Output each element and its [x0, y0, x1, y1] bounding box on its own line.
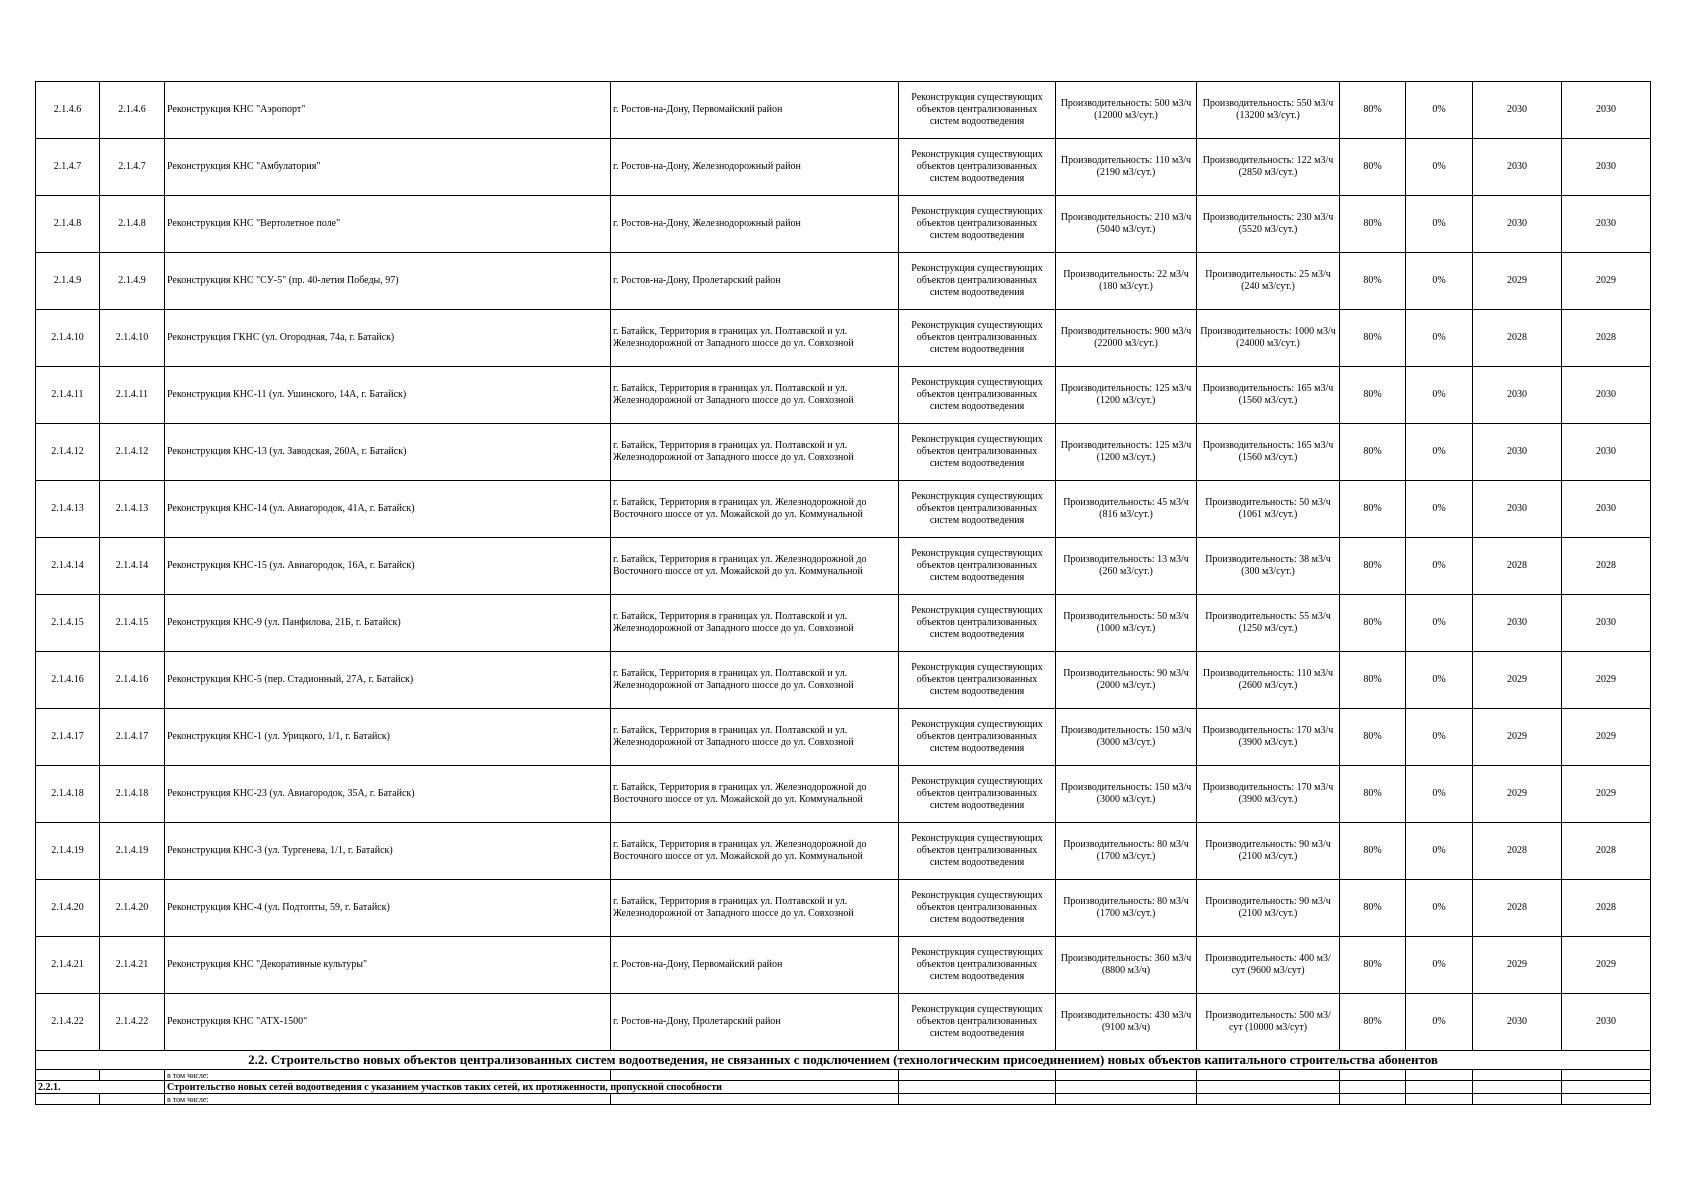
row-code-cell: 2.1.4.19	[100, 823, 165, 880]
wear-after-cell: 0%	[1406, 424, 1473, 481]
row-code-cell: 2.1.4.10	[100, 310, 165, 367]
capacity-after-cell: Производительность: 1000 м3/ч (24000 м3/сут.)	[1197, 310, 1340, 367]
start-year-cell: 2029	[1473, 766, 1562, 823]
wear-after-cell: 0%	[1406, 766, 1473, 823]
object-name-cell: Реконструкция ГКНС (ул. Огородная, 74а, г. Батайск)	[165, 310, 611, 367]
start-year-cell: 2030	[1473, 481, 1562, 538]
table-row	[36, 937, 1651, 994]
capacity-after-cell: Производительность: 165 м3/ч (1560 м3/сут.)	[1197, 367, 1340, 424]
capacity-after-cell: Производительность: 90 м3/ч (2100 м3/сут.)	[1197, 823, 1340, 880]
capacity-before-cell: Производительность: 360 м3/ч (8800 м3/ч)	[1056, 937, 1197, 994]
table-row	[36, 367, 1651, 424]
row-code-cell: 2.1.4.22	[100, 994, 165, 1051]
table-row	[36, 766, 1651, 823]
table-row	[36, 652, 1651, 709]
row-number-cell: 2.1.4.9	[36, 253, 100, 310]
end-year-cell: 2028	[1562, 310, 1651, 367]
table-row	[36, 253, 1651, 310]
row-code-cell: 2.1.4.15	[100, 595, 165, 652]
work-type-cell: Реконструкция существующих объектов централизованных систем водоотведения	[899, 652, 1056, 709]
table-row	[36, 823, 1651, 880]
start-year-cell: 2028	[1473, 538, 1562, 595]
end-year-cell: 2028	[1562, 538, 1651, 595]
work-type-cell: Реконструкция существующих объектов централизованных систем водоотведения	[899, 823, 1056, 880]
capacity-after-cell: Производительность: 55 м3/ч (1250 м3/сут.)	[1197, 595, 1340, 652]
work-type-cell: Реконструкция существующих объектов централизованных систем водоотведения	[899, 139, 1056, 196]
capacity-after-cell: Производительность: 38 м3/ч (300 м3/сут.)	[1197, 538, 1340, 595]
subsection-title: Строительство новых сетей водоотведения с указанием участков таких сетей, их протяженности, пропускной способности	[165, 1081, 899, 1094]
row-code-cell: 2.1.4.13	[100, 481, 165, 538]
work-type-cell: Реконструкция существующих объектов централизованных систем водоотведения	[899, 880, 1056, 937]
wear-before-cell: 80%	[1340, 937, 1406, 994]
table-row	[36, 310, 1651, 367]
capacity-before-cell: Производительность: 80 м3/ч (1700 м3/сут.)	[1056, 880, 1197, 937]
section-title: 2.2. Строительство новых объектов централизованных систем водоотведения, не связанных с подключением (технологическим присоединением) новых объектов капитального строительства абонентов	[36, 1051, 1651, 1070]
object-name-cell: Реконструкция КНС-15 (ул. Авиагородок, 16А, г. Батайск)	[165, 538, 611, 595]
table-row	[36, 595, 1651, 652]
capacity-before-cell: Производительность: 150 м3/ч (3000 м3/сут.)	[1056, 766, 1197, 823]
capacity-before-cell: Производительность: 430 м3/ч (9100 м3/ч)	[1056, 994, 1197, 1051]
location-cell: г. Батайск, Территория в границах ул. Полтавской и ул. Железнодорожной от Западного шоссе до ул. Совхозной	[611, 424, 899, 481]
wear-before-cell: 80%	[1340, 367, 1406, 424]
row-code-cell: 2.1.4.6	[100, 82, 165, 139]
wear-after-cell: 0%	[1406, 937, 1473, 994]
wear-after-cell: 0%	[1406, 481, 1473, 538]
capacity-after-cell: Производительность: 90 м3/ч (2100 м3/сут.)	[1197, 880, 1340, 937]
end-year-cell: 2028	[1562, 823, 1651, 880]
table-row	[36, 196, 1651, 253]
table-row	[36, 82, 1651, 139]
object-name-cell: Реконструкция КНС-3 (ул. Тургенева, 1/1, г. Батайск)	[165, 823, 611, 880]
wear-after-cell: 0%	[1406, 595, 1473, 652]
wear-before-cell: 80%	[1340, 139, 1406, 196]
work-type-cell: Реконструкция существующих объектов централизованных систем водоотведения	[899, 253, 1056, 310]
capacity-before-cell: Производительность: 22 м3/ч (180 м3/сут.)	[1056, 253, 1197, 310]
object-name-cell: Реконструкция КНС "Декоративные культуры"	[165, 937, 611, 994]
wear-before-cell: 80%	[1340, 994, 1406, 1051]
wear-after-cell: 0%	[1406, 253, 1473, 310]
wear-before-cell: 80%	[1340, 253, 1406, 310]
object-name-cell: Реконструкция КНС-23 (ул. Авиагородок, 35А, г. Батайск)	[165, 766, 611, 823]
row-number-cell: 2.1.4.10	[36, 310, 100, 367]
end-year-cell: 2029	[1562, 937, 1651, 994]
capacity-before-cell: Производительность: 500 м3/ч (12000 м3/сут.)	[1056, 82, 1197, 139]
work-type-cell: Реконструкция существующих объектов централизованных систем водоотведения	[899, 595, 1056, 652]
object-name-cell: Реконструкция КНС-5 (пер. Стадионный, 27А, г. Батайск)	[165, 652, 611, 709]
object-name-cell: Реконструкция КНС-1 (ул. Урицкого, 1/1, г. Батайск)	[165, 709, 611, 766]
work-type-cell: Реконструкция существующих объектов централизованных систем водоотведения	[899, 367, 1056, 424]
work-type-cell: Реконструкция существующих объектов централизованных систем водоотведения	[899, 709, 1056, 766]
row-code-cell: 2.1.4.7	[100, 139, 165, 196]
location-cell: г. Ростов-на-Дону, Железнодорожный район	[611, 196, 899, 253]
location-cell: г. Ростов-на-Дону, Первомайский район	[611, 937, 899, 994]
end-year-cell: 2029	[1562, 253, 1651, 310]
object-name-cell: Реконструкция КНС-11 (ул. Ушинского, 14А, г. Батайск)	[165, 367, 611, 424]
start-year-cell: 2030	[1473, 82, 1562, 139]
subsection-number: 2.2.1.	[36, 1081, 165, 1094]
table-row	[36, 880, 1651, 937]
capacity-before-cell: Производительность: 125 м3/ч (1200 м3/сут.)	[1056, 424, 1197, 481]
capacity-after-cell: Производительность: 170 м3/ч (3900 м3/сут.)	[1197, 709, 1340, 766]
row-code-cell: 2.1.4.17	[100, 709, 165, 766]
work-type-cell: Реконструкция существующих объектов централизованных систем водоотведения	[899, 994, 1056, 1051]
start-year-cell: 2029	[1473, 652, 1562, 709]
end-year-cell: 2030	[1562, 196, 1651, 253]
row-number-cell: 2.1.4.22	[36, 994, 100, 1051]
capacity-before-cell: Производительность: 210 м3/ч (5040 м3/сут.)	[1056, 196, 1197, 253]
wear-after-cell: 0%	[1406, 880, 1473, 937]
end-year-cell: 2030	[1562, 139, 1651, 196]
start-year-cell: 2029	[1473, 709, 1562, 766]
end-year-cell: 2030	[1562, 481, 1651, 538]
work-type-cell: Реконструкция существующих объектов централизованных систем водоотведения	[899, 766, 1056, 823]
wear-after-cell: 0%	[1406, 139, 1473, 196]
end-year-cell: 2029	[1562, 766, 1651, 823]
wear-after-cell: 0%	[1406, 994, 1473, 1051]
row-code-cell: 2.1.4.8	[100, 196, 165, 253]
in-total-label: в том числе:	[165, 1070, 611, 1081]
location-cell: г. Батайск, Территория в границах ул. Полтавской и ул. Железнодорожной от Западного шоссе до ул. Совхозной	[611, 652, 899, 709]
capacity-after-cell: Производительность: 50 м3/ч (1061 м3/сут.)	[1197, 481, 1340, 538]
row-code-cell: 2.1.4.14	[100, 538, 165, 595]
row-code-cell: 2.1.4.11	[100, 367, 165, 424]
start-year-cell: 2029	[1473, 253, 1562, 310]
start-year-cell: 2030	[1473, 367, 1562, 424]
wear-before-cell: 80%	[1340, 652, 1406, 709]
end-year-cell: 2028	[1562, 880, 1651, 937]
wear-before-cell: 80%	[1340, 82, 1406, 139]
wear-after-cell: 0%	[1406, 823, 1473, 880]
location-cell: г. Ростов-на-Дону, Пролетарский район	[611, 253, 899, 310]
wear-before-cell: 80%	[1340, 481, 1406, 538]
location-cell: г. Батайск, Территория в границах ул. Железнодорожной до Восточного шоссе от ул. Можайской до ул. Коммунальной	[611, 766, 899, 823]
capacity-after-cell: Производительность: 400 м3/сут (9600 м3/сут)	[1197, 937, 1340, 994]
subsection-row	[36, 1081, 1651, 1094]
work-type-cell: Реконструкция существующих объектов централизованных систем водоотведения	[899, 82, 1056, 139]
row-number-cell: 2.1.4.11	[36, 367, 100, 424]
row-number-cell: 2.1.4.8	[36, 196, 100, 253]
capacity-after-cell: Производительность: 230 м3/ч (5520 м3/сут.)	[1197, 196, 1340, 253]
table-row	[36, 139, 1651, 196]
object-name-cell: Реконструкция КНС-13 (ул. Заводская, 260А, г. Батайск)	[165, 424, 611, 481]
start-year-cell: 2030	[1473, 139, 1562, 196]
wear-before-cell: 80%	[1340, 595, 1406, 652]
location-cell: г. Батайск, Территория в границах ул. Железнодорожной до Восточного шоссе от ул. Можайской до ул. Коммунальной	[611, 823, 899, 880]
end-year-cell: 2030	[1562, 82, 1651, 139]
capacity-before-cell: Производительность: 50 м3/ч (1000 м3/сут.)	[1056, 595, 1197, 652]
capacity-before-cell: Производительность: 900 м3/ч (22000 м3/сут.)	[1056, 310, 1197, 367]
work-type-cell: Реконструкция существующих объектов централизованных систем водоотведения	[899, 481, 1056, 538]
capacity-before-cell: Производительность: 80 м3/ч (1700 м3/сут.)	[1056, 823, 1197, 880]
capacity-after-cell: Производительность: 550 м3/ч (13200 м3/сут.)	[1197, 82, 1340, 139]
row-code-cell: 2.1.4.21	[100, 937, 165, 994]
location-cell: г. Батайск, Территория в границах ул. Полтавской и ул. Железнодорожной от Западного шоссе до ул. Совхозной	[611, 310, 899, 367]
object-name-cell: Реконструкция КНС "СУ-5" (пр. 40-летия Победы, 97)	[165, 253, 611, 310]
object-name-cell: Реконструкция КНС "Вертолетное поле"	[165, 196, 611, 253]
row-number-cell: 2.1.4.13	[36, 481, 100, 538]
capacity-before-cell: Производительность: 13 м3/ч (260 м3/сут.)	[1056, 538, 1197, 595]
capacity-after-cell: Производительность: 170 м3/ч (3900 м3/сут.)	[1197, 766, 1340, 823]
row-number-cell: 2.1.4.18	[36, 766, 100, 823]
wear-after-cell: 0%	[1406, 310, 1473, 367]
capacity-before-cell: Производительность: 45 м3/ч (816 м3/сут.)	[1056, 481, 1197, 538]
end-year-cell: 2030	[1562, 424, 1651, 481]
location-cell: г. Батайск, Территория в границах ул. Железнодорожной до Восточного шоссе от ул. Можайской до ул. Коммунальной	[611, 481, 899, 538]
start-year-cell: 2030	[1473, 595, 1562, 652]
location-cell: г. Ростов-на-Дону, Первомайский район	[611, 82, 899, 139]
location-cell: г. Батайск, Территория в границах ул. Полтавской и ул. Железнодорожной от Западного шоссе до ул. Совхозной	[611, 880, 899, 937]
object-name-cell: Реконструкция КНС-14 (ул. Авиагородок, 41А, г. Батайск)	[165, 481, 611, 538]
table-row	[36, 538, 1651, 595]
capacity-after-cell: Производительность: 165 м3/ч (1560 м3/сут.)	[1197, 424, 1340, 481]
end-year-cell: 2030	[1562, 595, 1651, 652]
capacity-before-cell: Производительность: 110 м3/ч (2190 м3/сут.)	[1056, 139, 1197, 196]
capacity-before-cell: Производительность: 150 м3/ч (3000 м3/сут.)	[1056, 709, 1197, 766]
start-year-cell: 2030	[1473, 424, 1562, 481]
location-cell: г. Батайск, Территория в границах ул. Полтавской и ул. Железнодорожной от Западного шоссе до ул. Совхозной	[611, 367, 899, 424]
wear-after-cell: 0%	[1406, 82, 1473, 139]
in-total-row	[36, 1094, 1651, 1105]
section-header-row	[36, 1051, 1651, 1070]
location-cell: г. Батайск, Территория в границах ул. Полтавской и ул. Железнодорожной от Западного шоссе до ул. Совхозной	[611, 595, 899, 652]
wear-after-cell: 0%	[1406, 538, 1473, 595]
wear-after-cell: 0%	[1406, 196, 1473, 253]
wear-before-cell: 80%	[1340, 538, 1406, 595]
work-type-cell: Реконструкция существующих объектов централизованных систем водоотведения	[899, 937, 1056, 994]
object-name-cell: Реконструкция КНС "Аэропорт"	[165, 82, 611, 139]
start-year-cell: 2028	[1473, 310, 1562, 367]
end-year-cell: 2029	[1562, 709, 1651, 766]
in-total-label: в том числе:	[165, 1094, 611, 1105]
table-row	[36, 994, 1651, 1051]
end-year-cell: 2029	[1562, 652, 1651, 709]
row-number-cell: 2.1.4.16	[36, 652, 100, 709]
work-type-cell: Реконструкция существующих объектов централизованных систем водоотведения	[899, 196, 1056, 253]
wear-before-cell: 80%	[1340, 424, 1406, 481]
table-row	[36, 424, 1651, 481]
wear-after-cell: 0%	[1406, 652, 1473, 709]
investment-table	[35, 81, 1651, 1105]
wear-before-cell: 80%	[1340, 310, 1406, 367]
row-code-cell: 2.1.4.20	[100, 880, 165, 937]
location-cell: г. Ростов-на-Дону, Пролетарский район	[611, 994, 899, 1051]
row-number-cell: 2.1.4.6	[36, 82, 100, 139]
location-cell: г. Батайск, Территория в границах ул. Полтавской и ул. Железнодорожной от Западного шоссе до ул. Совхозной	[611, 709, 899, 766]
capacity-after-cell: Производительность: 122 м3/ч (2850 м3/сут.)	[1197, 139, 1340, 196]
start-year-cell: 2029	[1473, 937, 1562, 994]
row-number-cell: 2.1.4.17	[36, 709, 100, 766]
object-name-cell: Реконструкция КНС "АТХ-1500"	[165, 994, 611, 1051]
row-code-cell: 2.1.4.16	[100, 652, 165, 709]
end-year-cell: 2030	[1562, 994, 1651, 1051]
location-cell: г. Ростов-на-Дону, Железнодорожный район	[611, 139, 899, 196]
row-number-cell: 2.1.4.20	[36, 880, 100, 937]
row-number-cell: 2.1.4.12	[36, 424, 100, 481]
row-code-cell: 2.1.4.9	[100, 253, 165, 310]
start-year-cell: 2028	[1473, 823, 1562, 880]
wear-before-cell: 80%	[1340, 880, 1406, 937]
wear-after-cell: 0%	[1406, 367, 1473, 424]
end-year-cell: 2030	[1562, 367, 1651, 424]
capacity-after-cell: Производительность: 500 м3/сут (10000 м3/сут)	[1197, 994, 1340, 1051]
capacity-after-cell: Производительность: 110 м3/ч (2600 м3/сут.)	[1197, 652, 1340, 709]
object-name-cell: Реконструкция КНС-9 (ул. Панфилова, 21Б, г. Батайск)	[165, 595, 611, 652]
row-number-cell: 2.1.4.7	[36, 139, 100, 196]
row-number-cell: 2.1.4.19	[36, 823, 100, 880]
work-type-cell: Реконструкция существующих объектов централизованных систем водоотведения	[899, 424, 1056, 481]
row-number-cell: 2.1.4.14	[36, 538, 100, 595]
row-number-cell: 2.1.4.21	[36, 937, 100, 994]
capacity-after-cell: Производительность: 25 м3/ч (240 м3/сут.)	[1197, 253, 1340, 310]
work-type-cell: Реконструкция существующих объектов централизованных систем водоотведения	[899, 538, 1056, 595]
wear-before-cell: 80%	[1340, 823, 1406, 880]
row-number-cell: 2.1.4.15	[36, 595, 100, 652]
capacity-before-cell: Производительность: 90 м3/ч (2000 м3/сут.)	[1056, 652, 1197, 709]
wear-before-cell: 80%	[1340, 196, 1406, 253]
row-code-cell: 2.1.4.12	[100, 424, 165, 481]
start-year-cell: 2030	[1473, 196, 1562, 253]
row-code-cell: 2.1.4.18	[100, 766, 165, 823]
start-year-cell: 2028	[1473, 880, 1562, 937]
object-name-cell: Реконструкция КНС "Амбулатория"	[165, 139, 611, 196]
object-name-cell: Реконструкция КНС-4 (ул. Подтопты, 59, г. Батайск)	[165, 880, 611, 937]
table-row	[36, 481, 1651, 538]
in-total-row	[36, 1070, 1651, 1081]
wear-before-cell: 80%	[1340, 709, 1406, 766]
capacity-before-cell: Производительность: 125 м3/ч (1200 м3/сут.)	[1056, 367, 1197, 424]
table-row	[36, 709, 1651, 766]
start-year-cell: 2030	[1473, 994, 1562, 1051]
wear-before-cell: 80%	[1340, 766, 1406, 823]
location-cell: г. Батайск, Территория в границах ул. Железнодорожной до Восточного шоссе от ул. Можайской до ул. Коммунальной	[611, 538, 899, 595]
work-type-cell: Реконструкция существующих объектов централизованных систем водоотведения	[899, 310, 1056, 367]
wear-after-cell: 0%	[1406, 709, 1473, 766]
